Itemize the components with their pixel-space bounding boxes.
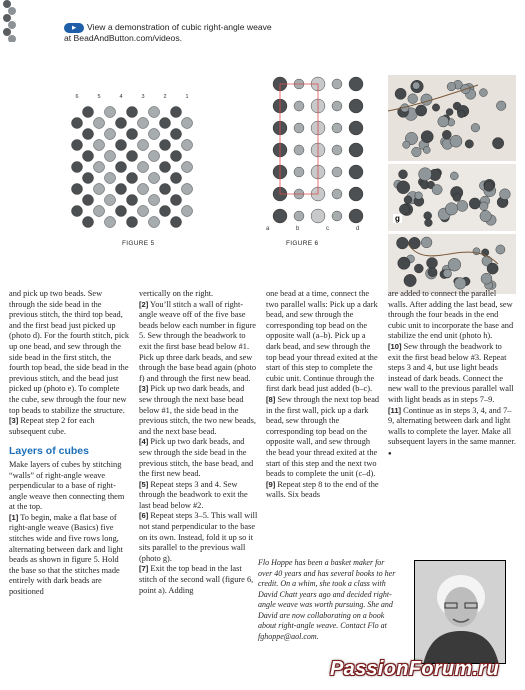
figure-5-column-label: 2: [163, 94, 167, 100]
photo-bead: [408, 94, 418, 104]
figure-6-bead-diagram: [262, 74, 382, 234]
photo-f-image: [388, 234, 516, 294]
fig5-bead: [138, 118, 149, 129]
col2-step-2: [2] You’ll stitch a wall of right-angle weave off of the five base beads below each number in figure 5. Sew through the beadwork to exit the first base bead below #1. Pick up three dark beads, and sew through the base bead again (photo f) and through the first new bead.: [139, 299, 257, 383]
author-portrait-image: [415, 561, 506, 664]
figure-5-column-labels: [66, 94, 216, 102]
fig6-bead: [332, 211, 342, 221]
col2-step-4: [4] Pick up two dark beads, and sew through the side bead in the previous stitch, the base bead, and the first new bead.: [139, 437, 254, 479]
photo-bead: [423, 147, 430, 154]
figure-5-column-label: 1: [185, 94, 189, 100]
photo-bead: [454, 278, 466, 290]
col3-step-9: [9] Repeat step 8 to the end of the walls. Six beads: [266, 479, 379, 500]
fig5-bead: [116, 140, 127, 151]
photo-bead: [413, 82, 420, 89]
fig5-bead: [127, 217, 138, 228]
photo-bead: [404, 196, 412, 204]
photo-bead: [446, 109, 453, 116]
photo-bead: [432, 104, 439, 111]
fig6-bead: [294, 145, 304, 155]
fig5-bead: [160, 184, 171, 195]
watermark: PassionForum.ru: [330, 658, 499, 680]
fig6-bead: [332, 145, 342, 155]
col4-step-11: [11] Continue as in steps 3, 4, and 7–9, alternating between dark and light walls to complete the layer. Make all subsequent layers in the same manner. ●: [388, 405, 516, 457]
fig6-bead: [349, 99, 363, 113]
col3-step-8: [8] Sew through the next top bead in the first wall, pick up a dark bead, sew through the corresponding top bead on the opposite wall, and sew through the bead your thread exited at the start of this step and the next two beads to complete the unit (c–d).: [266, 394, 380, 479]
fig6-bead: [273, 209, 287, 223]
col4-paragraph: are added to connect the parallel walls. After adding the last bead, sew through the four beads in the end cubic unit to incorporate the base and stabilize the end unit (photo h).: [388, 289, 514, 341]
fig5-bead: [105, 107, 116, 118]
fig5-bead: [182, 162, 193, 173]
fig5-bead: [94, 140, 105, 151]
figure-5-column-label: 5: [97, 94, 101, 100]
fig5-bead: [94, 118, 105, 129]
text-column-4: [388, 289, 516, 460]
photo-bead: [471, 123, 480, 132]
photo-bead: [438, 116, 449, 127]
figure-5-caption: FIGURE 5: [122, 240, 155, 247]
fig6-bead: [349, 143, 363, 157]
col2-paragraph: vertically on the right.: [139, 289, 214, 298]
photo-bead: [469, 198, 480, 209]
photo-bead: [487, 263, 498, 274]
photo-bead: [421, 237, 432, 248]
photo-bead: [453, 193, 461, 201]
fig6-point-label: b: [296, 226, 300, 232]
fig5-bead: [171, 173, 182, 184]
fig5-bead: [72, 162, 83, 173]
col2-step-6: [6] Repeat steps 3–5. This wall will not stand perpendicular to the base on its own. Instead, fold it up so it sits parallel to the previous wall (photo g).: [139, 511, 258, 563]
bead-strip-decoration: [0, 0, 20, 42]
author-bio-text: Flo Hoppe has been a basket maker for over 40 years and has several books to her credit. On a whim, she took a class with David Chatt years ago and decided right-angle weave was worth pursuing. She and David are now collaborating on a book about right-angle weave. Contact Flo at fghoppe@aol.com.: [258, 558, 396, 641]
photo-bead: [465, 140, 473, 148]
fig5-bead: [94, 206, 105, 217]
fig5-bead: [149, 129, 160, 140]
fig5-bead: [138, 140, 149, 151]
photo-g: [388, 164, 516, 231]
col2-step-7: [7] Exit the top bead in the last stitch of the second wall (figure 6, point a). Adding: [139, 564, 254, 595]
fig5-bead: [182, 140, 193, 151]
photo-bead: [432, 185, 442, 195]
photo-bead: [395, 88, 406, 99]
section-heading-layers-of-cubes: Layers of cubes: [9, 445, 89, 458]
fig5-bead: [94, 184, 105, 195]
photo-bead: [450, 135, 462, 147]
text-column-3: [266, 289, 382, 501]
video-demo-link[interactable]: [64, 22, 324, 44]
fig5-bead: [83, 107, 94, 118]
col1-intro: Make layers of cubes by stitching “walls” of right-angle weave perpendicular to a base of right-angle weave then connecting them at the top.: [9, 459, 125, 512]
fig6-thread-path: [280, 84, 318, 194]
photo-bead: [425, 219, 433, 227]
fig5-bead: [116, 206, 127, 217]
photo-bead: [419, 168, 432, 181]
fig5-bead: [116, 162, 127, 173]
col2-step-5: [5] Repeat steps 3 and 4. Sew through the beadwork to exit the last bead below #2.: [139, 479, 248, 510]
fig6-bead: [294, 211, 304, 221]
col1-step-3: [3] Repeat step 2 for each subsequent cube.: [9, 416, 95, 436]
photo-bead: [481, 273, 492, 284]
fig5-bead: [83, 151, 94, 162]
fig5-bead: [83, 195, 94, 206]
fig6-bead: [349, 77, 363, 91]
fig5-bead: [83, 129, 94, 140]
fig5-bead: [127, 195, 138, 206]
photo-bead: [403, 141, 410, 148]
photo-bead: [397, 181, 410, 194]
figure-5-column-label: 4: [119, 94, 123, 100]
photo-bead: [399, 170, 408, 179]
fig5-bead: [160, 118, 171, 129]
photo-bead: [421, 131, 433, 143]
fig5-bead: [127, 151, 138, 162]
photo-bead: [398, 257, 410, 269]
fig5-bead: [105, 129, 116, 140]
photo-bead: [479, 89, 487, 97]
fig5-bead: [182, 206, 193, 217]
photo-bead: [450, 172, 458, 180]
photo-bead: [397, 237, 409, 249]
fig5-bead: [94, 162, 105, 173]
photo-bead: [414, 264, 423, 273]
photo-bead: [500, 189, 511, 200]
photo-bead: [480, 210, 491, 221]
fig6-bead: [349, 187, 363, 201]
text-column-2: [139, 289, 258, 596]
col1-step-1: [1] To begin, make a flat base of right-angle weave (Basics) five stitches wide and five rows long, alternating between dark and light beads as shown in figure 5. Hold the base so that the stitches made entirely with dark beads are positioned: [9, 512, 123, 597]
photo-bead: [412, 147, 422, 157]
photo-bead: [496, 101, 506, 111]
fig6-bead: [332, 167, 342, 177]
fig6-point-label: a: [266, 226, 270, 232]
video-link-line2: at BeadAndButton.com/videos.: [64, 33, 183, 43]
col4-step-10: [10] Sew through the beadwork to exit the first bead below #3. Repeat steps 3 and 4, but use light beads instead of dark beads. Connect the new wall to the previous parallel wall with light beads as in steps 7–9.: [388, 341, 514, 404]
fig5-bead: [182, 184, 193, 195]
fig5-bead: [149, 217, 160, 228]
fig5-bead: [171, 195, 182, 206]
fig6-bead: [332, 101, 342, 111]
photo-bead: [458, 110, 466, 118]
fig6-bead: [311, 209, 325, 223]
fig5-bead: [116, 184, 127, 195]
figure-5-column-label: 3: [141, 94, 145, 100]
fig6-bead: [294, 167, 304, 177]
figure-6: [262, 74, 382, 240]
author-photo: [414, 560, 506, 664]
photo-bead: [484, 181, 494, 191]
figure-5-bead-grid: [66, 104, 216, 236]
fig6-bead: [349, 165, 363, 179]
fig5-bead: [105, 151, 116, 162]
fig5-bead: [171, 107, 182, 118]
fig6-point-label: c: [326, 226, 329, 232]
fig6-bead: [349, 121, 363, 135]
photo-f: [388, 234, 516, 294]
photo-bead: [445, 203, 457, 215]
fig6-bead: [349, 209, 363, 223]
fig5-bead: [138, 162, 149, 173]
photo-bead: [442, 130, 451, 139]
fig5-bead: [160, 140, 171, 151]
fig5-bead: [149, 151, 160, 162]
photo-bead: [496, 245, 505, 254]
photo-h: [388, 75, 516, 161]
figure-6-caption: FIGURE 6: [286, 240, 319, 247]
fig6-bead: [294, 123, 304, 133]
text-column-1: [9, 289, 130, 598]
fig5-bead: [182, 118, 193, 129]
fig5-bead: [127, 173, 138, 184]
photo-bead: [448, 258, 461, 271]
photo-h-image: [388, 75, 516, 161]
fig5-bead: [72, 206, 83, 217]
video-play-icon: ▶: [64, 23, 84, 33]
fig5-bead: [72, 140, 83, 151]
col3-paragraph: one bead at a time, connect the two parallel walls: Pick up a dark bead, and sew through the corresponding top bead on the opposite wall (a–b). Pick up a dark bead, and sew through the top bead your thread exited at the start of this step to complete the cubic unit. Continue through the first dark bead just added (b–c).: [266, 289, 378, 394]
fig5-bead: [83, 217, 94, 228]
photo-bead: [424, 212, 432, 220]
fig5-bead: [116, 118, 127, 129]
photo-bead: [416, 105, 427, 116]
fig5-bead: [138, 184, 149, 195]
photo-bead: [427, 258, 438, 269]
fig5-bead: [72, 118, 83, 129]
figure-5: [66, 92, 216, 252]
photo-bead: [415, 192, 423, 200]
fig5-bead: [171, 151, 182, 162]
video-link-line1: View a demonstration of cubic right-angle weave: [87, 22, 272, 32]
fig5-bead: [160, 206, 171, 217]
photo-bead: [404, 274, 416, 286]
photo-bead: [457, 200, 468, 211]
fig5-bead: [149, 173, 160, 184]
fig5-bead: [105, 173, 116, 184]
fig6-bead: [332, 123, 342, 133]
fig6-bead: [332, 79, 342, 89]
photo-bead: [473, 248, 480, 255]
fig6-point-label: d: [356, 226, 360, 232]
fig5-bead: [127, 107, 138, 118]
figure-5-column-label: 6: [75, 94, 79, 100]
col1-paragraph: and pick up two beads. Sew through the side bead in the previous stitch, the third top bead, and the first bead just picked up (photo d). For the fourth stitch, pick up one bead, and sew through the side bead in the first stitch, the fourth top bead, the side bead in the previous stitch, and the bead just picked up (photo e). To complete the cube, sew through the four new top beads to stabilize the structure.: [9, 289, 130, 415]
photo-bead: [480, 202, 489, 211]
photo-g-letter: g: [395, 214, 400, 223]
fig5-bead: [127, 129, 138, 140]
fig5-bead: [160, 162, 171, 173]
fig5-bead: [171, 129, 182, 140]
fig6-bead: [294, 101, 304, 111]
photo-bead: [492, 138, 503, 149]
photo-bead: [399, 204, 409, 214]
photo-bead: [443, 269, 451, 277]
photo-g-image: [388, 164, 516, 231]
fig5-bead: [72, 184, 83, 195]
fig5-bead: [105, 217, 116, 228]
fig5-bead: [105, 195, 116, 206]
fig6-bead: [332, 189, 342, 199]
fig5-bead: [83, 173, 94, 184]
photo-bead: [447, 82, 456, 91]
fig5-bead: [171, 217, 182, 228]
end-mark-icon: ●: [388, 450, 392, 457]
fig5-bead: [149, 107, 160, 118]
col2-step-3: [3] Pick up two dark beads, and sew through the next base bead below #1, the side bead in the previous stitch, the two new beads, and the next base bead.: [139, 384, 257, 436]
fig5-bead: [138, 206, 149, 217]
fig5-bead: [149, 195, 160, 206]
photo-bead: [428, 268, 437, 277]
